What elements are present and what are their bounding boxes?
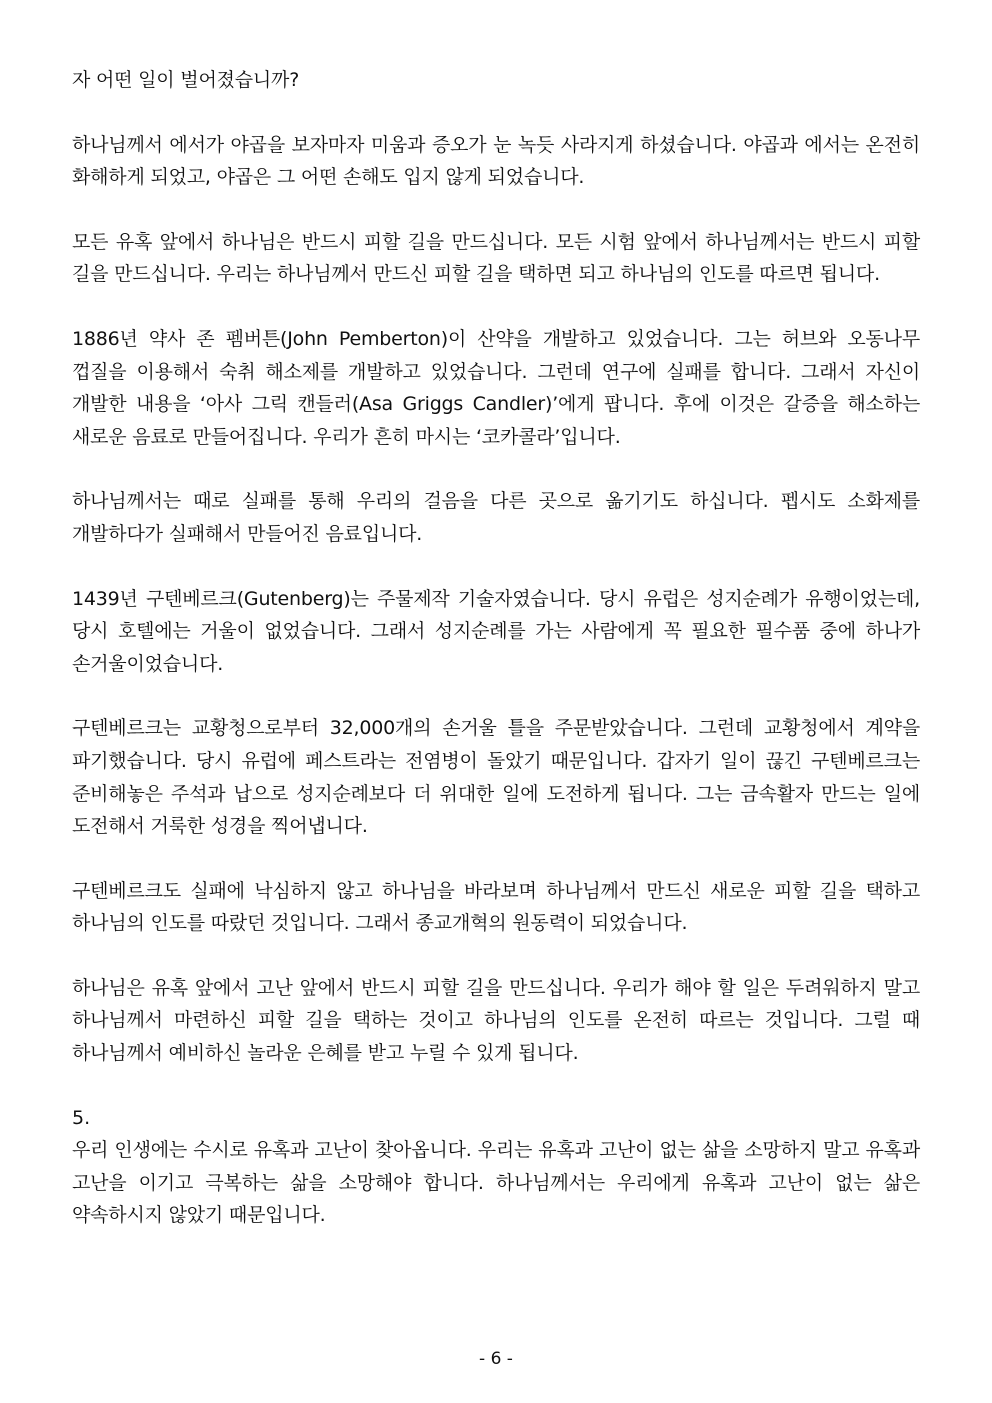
paragraph-way-of-escape: 모든 유혹 앞에서 하나님은 반드시 피할 길을 만드십니다. 모든 시험 앞에서 하나님께서는 반드시 피할 길을 만드십니다. 우리는 하나님께서 만드신 피할 길을 택하면 되고 하나님의 인도를 따르면 됩니다. <box>72 230 920 286</box>
paragraph-reconciliation: 하나님께서 에서가 야곱을 보자마자 미움과 증오가 눈 녹듯 사라지게 하셨습니다. 야곱과 에서는 온전히 화해하게 되었고, 야곱은 그 어떤 손해도 입지 않게 되었습니다. <box>72 133 920 189</box>
paragraph-coca-cola: 1886년 약사 존 펨버튼(John Pemberton)이 산약을 개발하고 있었습니다. 그는 허브와 오동나무 껍질을 이용해서 숙취 해소제를 개발하고 있었습니다. 그런데 연구에 실패를 합니다. 그래서 자신이 개발한 내용을 ‘아사 그릭 캔들러(Asa Griggs Candler)’에게 팝니다. 후에 이것은 갈증을 해소하는 새로운 음료로 만들어집니다. 우리가 흔히 마시는 ‘코카콜라’입니다. <box>72 327 920 448</box>
paragraph-grace: 하나님은 유혹 앞에서 고난 앞에서 반드시 피할 길을 만드십니다. 우리가 해야 할 일은 두려워하지 말고 하나님께서 마련하신 피할 길을 택하는 것이고 하나님의 인도를 온전히 따르는 것입니다. 그럴 때 하나님께서 예비하신 놀라운 은혜를 받고 누릴 수 있게 됩니다. <box>72 976 920 1065</box>
page-number: - 6 - <box>479 1349 513 1369</box>
paragraph-section-five: 우리 인생에는 수시로 유혹과 고난이 찾아옵니다. 우리는 유혹과 고난이 없는 삶을 소망하지 말고 유혹과 고난을 이기고 극복하는 삶을 소망해야 합니다. 하나님께서는 우리에게 유혹과 고난이 없는 삶은 약속하시지 않았기 때문입니다. <box>72 1139 920 1227</box>
paragraph-question: 자 어떤 일이 벌어졌습니까? <box>72 69 300 91</box>
section-number: 5. <box>72 1106 91 1129</box>
paragraph-gutenberg-reformation: 구텐베르크도 실패에 낙심하지 않고 하나님을 바라보며 하나님께서 만드신 새로운 피할 길을 택하고 하나님의 인도를 따랐던 것입니다. 그래서 종교개혁의 원동력이 되었습니다. <box>72 879 920 935</box>
paragraph-gutenberg-mirrors: 1439년 구텐베르크(Gutenberg)는 주물제작 기술자였습니다. 당시 유럽은 성지순례가 유행이었는데, 당시 호텔에는 거울이 없었습니다. 그래서 성지순례를 가는 사람에게 꼭 필요한 필수품 중에 하나가 손거울이었습니다. <box>72 587 920 675</box>
paragraph-gutenberg-press: 구텐베르크는 교황청으로부터 32,000개의 손거울 틀을 주문받았습니다. 그런데 교황청에서 계약을 파기했습니다. 당시 유럽에 페스트라는 전염병이 돌았기 때문입니다. 갑자기 일이 끊긴 구텐베르크는 준비해놓은 주석과 납으로 성지순례보다 더 위대한 일에 도전하게 됩니다. 그는 금속활자 만드는 일에 도전해서 거룩한 성경을 찍어냅니다. <box>72 717 920 838</box>
document-body <box>72 64 920 1232</box>
paragraph-pepsi: 하나님께서는 때로 실패를 통해 우리의 걸음을 다른 곳으로 옮기기도 하십니다. 펩시도 소화제를 개발하다가 실패해서 만들어진 음료입니다. <box>72 490 920 545</box>
